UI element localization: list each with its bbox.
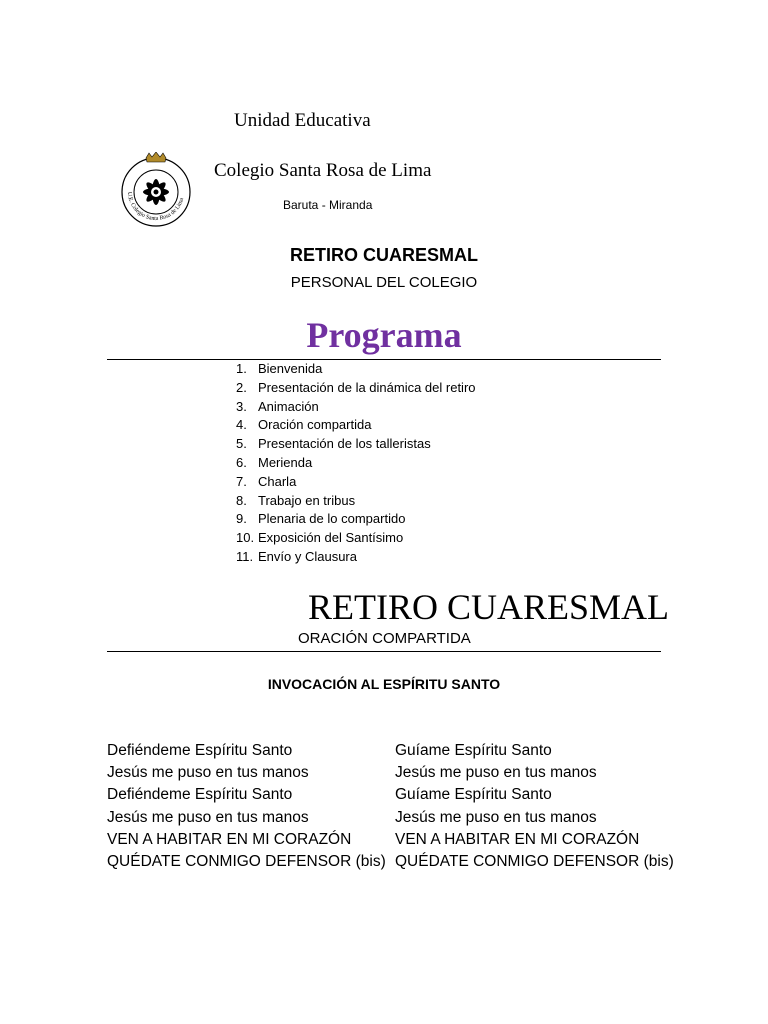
prayer-line: Defiéndeme Espíritu Santo (107, 786, 293, 804)
school-type-label: Unidad Educativa (234, 110, 371, 131)
prayer-line: Guíame Espíritu Santo (395, 742, 552, 759)
program-item-text: Bienvenida (258, 361, 323, 376)
program-item-number: 5. (236, 436, 247, 452)
divider (107, 651, 661, 652)
program-item-text: Envío y Clausura (258, 548, 357, 564)
program-item-text: Oración compartida (258, 417, 372, 433)
program-item-number: 9. (236, 511, 247, 527)
program-item (236, 454, 476, 473)
program-item-number: 6. (236, 454, 247, 470)
prayer-line: Jesús me puso en tus manos (395, 808, 597, 826)
school-name: Colegio Santa Rosa de Lima (214, 160, 432, 181)
prayer-column-left (107, 740, 386, 873)
program-item-number: 1. (236, 361, 247, 376)
prayer-line: Jesús me puso en tus manos (395, 764, 597, 782)
program-item-number: 8. (236, 492, 247, 508)
retiro-title: RETIRO CUARESMAL (290, 245, 478, 265)
prayer-line: Defiéndeme Espíritu Santo (107, 742, 293, 759)
program-item (236, 492, 476, 511)
prayer-line: QUÉDATE CONMIGO DEFENSOR (bis) (395, 853, 674, 871)
program-item (236, 529, 476, 548)
program-item (236, 510, 476, 529)
program-item (236, 360, 476, 379)
seal-text: U.E. Colegio Santa Rosa de Lima (125, 191, 186, 223)
program-item (236, 398, 476, 417)
program-item-text: Charla (258, 473, 297, 489)
program-item-text: Merienda (258, 454, 313, 470)
program-item-text: Plenaria de lo compartido (258, 511, 406, 527)
retiro-subtitle: PERSONAL DEL COLEGIO (290, 274, 478, 291)
program-item-text: Presentación de los talleristas (258, 436, 431, 452)
prayer-column-right (395, 740, 674, 873)
program-item-number: 10. (236, 530, 255, 546)
prayer-line: Jesús me puso en tus manos (107, 764, 309, 782)
program-item (236, 416, 476, 435)
program-item (236, 473, 476, 492)
prayer-line: Guíame Espíritu Santo (395, 786, 552, 804)
prayer-line: Jesús me puso en tus manos (107, 808, 309, 826)
program-item-number: 2. (236, 379, 247, 395)
prayer-line: VEN A HABITAR EN MI CORAZÓN (107, 830, 352, 848)
program-item (236, 379, 476, 398)
program-item-number: 4. (236, 417, 247, 433)
retiro-2-title: RETIRO CUARESMAL (308, 587, 670, 627)
school-location: Baruta - Miranda (283, 198, 373, 212)
prayer-line: QUÉDATE CONMIGO DEFENSOR (bis) (107, 853, 386, 871)
program-item-number: 11. (236, 548, 254, 564)
program-item-text: Presentación de la dinámica del retiro (258, 379, 476, 395)
invocacion-heading: INVOCACIÓN AL ESPÍRITU SANTO (267, 676, 501, 692)
program-item-text: Trabajo en tribus (258, 492, 356, 508)
programa-heading: Programa (306, 315, 462, 355)
program-item-number: 3. (236, 398, 247, 414)
program-item-text: Animación (258, 398, 319, 414)
prayer-line: VEN A HABITAR EN MI CORAZÓN (395, 830, 640, 848)
program-item (236, 548, 476, 567)
program-item-text: Exposición del Santísimo (258, 530, 404, 546)
school-seal-icon (118, 152, 194, 228)
retiro-2-subtitle: ORACIÓN COMPARTIDA (298, 630, 471, 647)
program-item (236, 435, 476, 454)
program-item-number: 7. (236, 473, 247, 489)
program-list (236, 360, 476, 567)
